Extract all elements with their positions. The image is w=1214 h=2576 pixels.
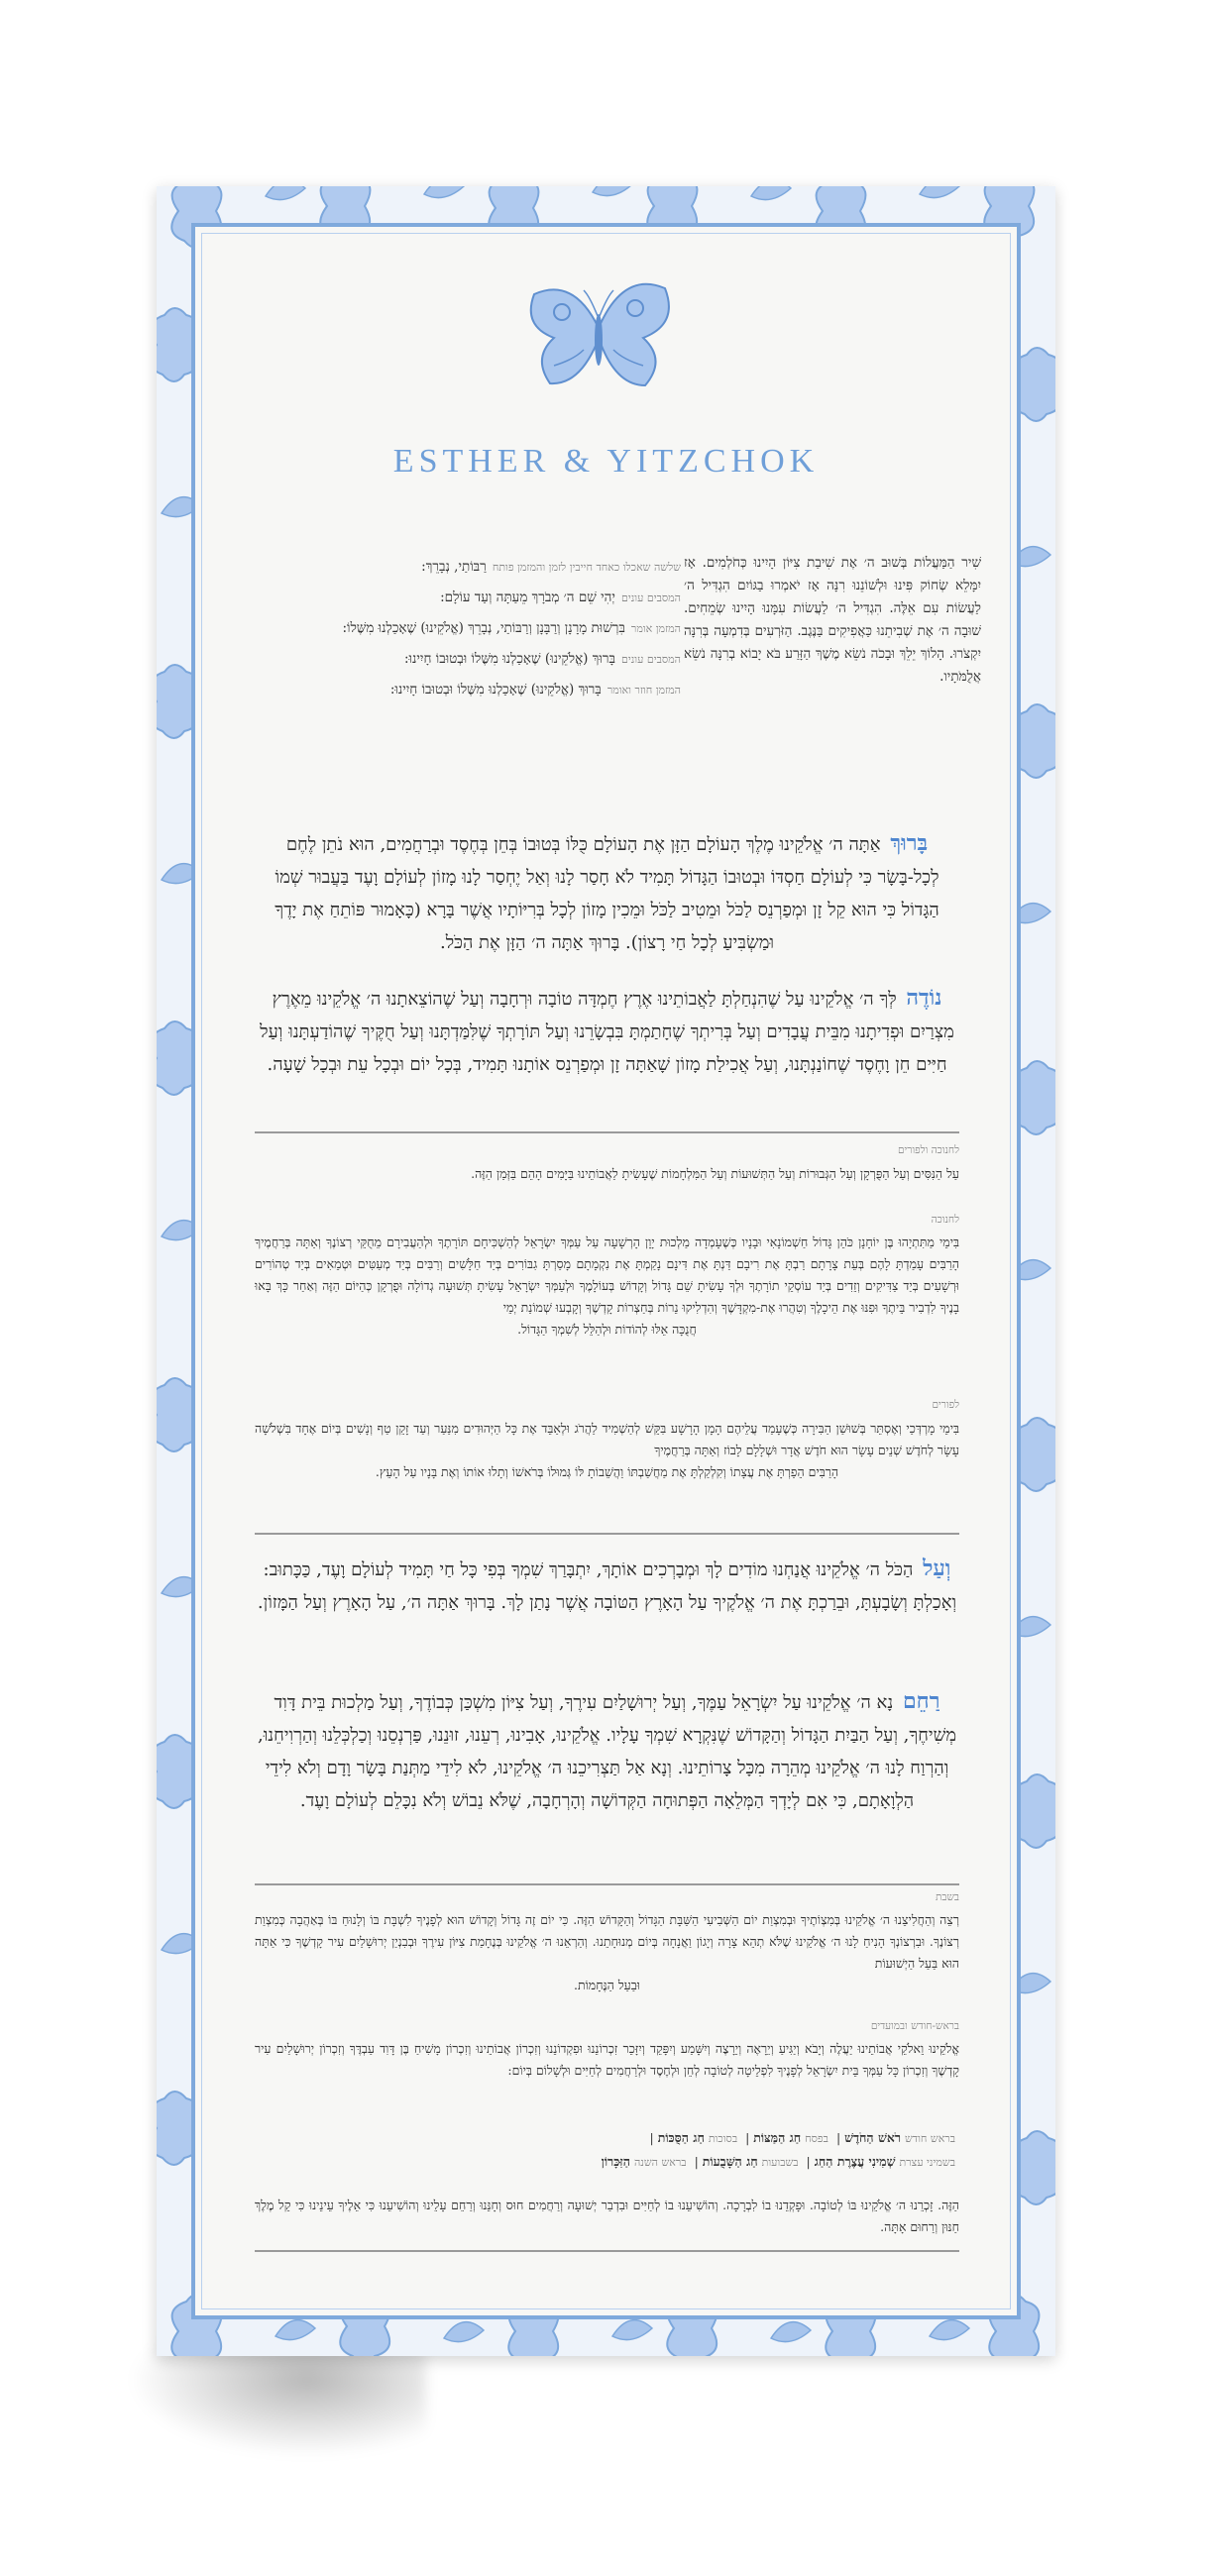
zimun-line	[294, 675, 681, 705]
zimun-section	[294, 552, 681, 705]
section-divider	[255, 1533, 959, 1535]
chanukah-text: בִּימֵי מַתִּתְיָהוּ בֶּן יוֹחָנָן כֹּהֵן גָּדוֹל חַשְׁמוֹנָאִי וּבָנָיו כְּשֶׁעָמְדָה מַלְכוּת יָוָן הָרְשָׁעָה עַל עַמְּךָ יִשְׂרָאֵל לְהַשְׁכִּיחָם תּוֹרָתֶךָ וּלְהַעֲבִירָם מֵחֻקֵּי רְצוֹנֶךָ וְאַתָּה בְּרַחֲמֶיךָ הָרַבִּים עָמַדְתָּ לָהֶם בְּעֵת צָרָתָם רַבְתָּ אֶת רִיבָם דַּנְתָּ אֶת דִּינָם נָקַמְתָּ אֶת נִקְמָתָם מָסַרְתָּ גִבּוֹרִים בְּיַד חַלָּשִׁים וְרַבִּים בְּיַד מְעַטִּים וּטְמֵאִים בְּיַד טְהוֹרִים וּרְשָׁעִים בְּיַד צַדִּיקִים וְזֵדִים בְּיַד עוֹסְקֵי תוֹרָתֶךָ וּלְךָ עָשִׂיתָ שֵׁם גָּדוֹל וְקָדוֹשׁ בְּעוֹלָמֶךָ וּלְעַמְּךָ יִשְׂרָאֵל עָשִׂיתָ תְּשׁוּעָה גְדוֹלָה וּפֻרְקָן כְּהַיּוֹם הַזֶּה וְאַחַר כָּךְ בָּאוּ בָנֶיךָ לִדְבִיר בֵּיתֶךָ וּפִנּוּ אֶת הֵיכָלֶךָ וְטִהֲרוּ אֶת-מִקְדָּשֶׁךָ וְהִדְלִיקוּ נֵרוֹת בְּחַצְרוֹת קָדְשֶׁךָ וְקָבְעוּ שְׁמוֹנַת יְמֵי	[255, 1234, 959, 1315]
bracha-rachem	[255, 1685, 959, 1817]
zimun-role: המסבים עונים	[620, 653, 681, 666]
zimun-line	[294, 613, 681, 644]
chanukah-last-line: חֲנֻכָּה אֵלּוּ לְהוֹדוֹת וּלְהַלֵּל לְשִׁמְךָ הַגָּדוֹל.	[517, 1322, 697, 1337]
zimun-line	[294, 552, 681, 583]
holiday-label: בפסח	[805, 2132, 828, 2145]
zimun-line	[294, 644, 681, 675]
retzei-paragraph	[255, 1909, 959, 1996]
zimun-role: המסבים עונים	[620, 591, 681, 604]
holiday-options-row: בשמיני עצרתשְׁמִינִי עֲצֶרֶת הַחַג | בשבועותחַג הַשָּׁבֻעוֹת | בראש השנההַזִּכָּרוֹן	[601, 2154, 955, 2169]
bracha-veal-hakol	[255, 1553, 959, 1619]
bracha-text: אַתָּה ה׳ אֱלֹקֵינוּ מֶלֶךְ הָעוֹלָם הַזָּן אֶת הָעוֹלָם כֻּלּוֹ בְּטוּבוֹ בְּחֵן בְּחֶסֶד וּבְרַחֲמִים, הוּא נֹתֵן לֶחֶם לְכָל-בָּשָׂר כִּי לְעוֹלָם חַסְדּוֹ וּבְטוּבוֹ הַגָּדוֹל תָּמִיד לֹא חָסַר לָנוּ וְאַל יֶחְסַר לָנוּ מָזוֹן לְעוֹלָם וָעֶד בַּעֲבוּר שְׁמוֹ הַגָּדוֹל כִּי הוּא קֵל זָן וּמְפַרְנֵס לַכֹּל וּמֵטִיב לַכֹּל וּמֵכִין מָזוֹן לְכָל בְּרִיּוֹתָיו אֲשֶׁר בָּרָא (כָּאָמוּר פּוֹתֵחַ אֶת יָדֶךָ וּמַשְׂבִּיעַ לְכָל חַי רָצוֹן). בָּרוּךְ אַתָּה ה׳ הַזָּן אֶת הַכֹּל.	[275, 834, 939, 953]
bracha-lead-word: בָּרוּךְ	[890, 830, 929, 856]
section-divider	[255, 1131, 959, 1133]
retzei-text: רְצֵה וְהַחֲלִיצֵנוּ ה׳ אֱלֹקֵינוּ בְּמִצְוֹתֶיךָ וּבְמִצְוַת יוֹם הַשְּׁבִיעִי הַשַּׁבָּת הַגָּדוֹל וְהַקָּדוֹשׁ הַזֶּה. כִּי יוֹם זֶה גָּדוֹל וְקָדוֹשׁ הוּא לְפָנֶיךָ לִשְׁבָּת בּוֹ וְלָנוּחַ בּוֹ בְּאַהֲבָה כְּמִצְוַת רְצוֹנֶךָ. וּבִרְצוֹנְךָ הָנִיחַ לָנוּ ה׳ אֱלֹקֵינוּ שֶׁלֹּא תְהֵא צָרָה וְיָגוֹן וַאֲנָחָה בְּיוֹם מְנוּחָתֵנוּ. וְהַרְאֵנוּ ה׳ אֱלֹקֵינוּ בְּנֶחָמַת צִיּוֹן עִירֶךָ וּבְבִנְיַן יְרוּשָׁלַיִם עִיר קָדְשֶׁךָ כִּי אַתָּה הוּא בַּעַל הַיְשׁוּעוֹת	[255, 1912, 959, 1971]
bracha-haaretz	[255, 982, 959, 1081]
section-label: לחנוכה	[931, 1214, 959, 1226]
bencher-card	[157, 186, 1055, 2356]
zimun-text: רַבּוֹתַי, נְבָרֵךְ:	[421, 559, 487, 575]
zimun-text: בָּרוּךְ (אֱלֹקֵינוּ) שֶׁאָכַלְנוּ מִשֶּׁלוֹ וּבְטוּבוֹ חָיִינוּ:	[403, 651, 615, 667]
holiday-name: שְׁמִינִי עֲצֶרֶת הַחַג	[814, 2154, 896, 2169]
holiday-name: חַג הַשָּׁבֻעוֹת	[702, 2154, 758, 2169]
section-label: לפורים	[932, 1399, 959, 1411]
holiday-label: בראש השנה	[633, 2156, 687, 2169]
holiday-name: חַג הַסֻּכּוֹת	[657, 2130, 705, 2145]
retzei-last-line: וּבַעַל הַנֶּחָמוֹת.	[574, 1978, 640, 1992]
zimun-role: המזמן אומר	[630, 622, 681, 635]
purim-paragraph	[255, 1418, 959, 1483]
bracha-hazan	[255, 827, 959, 959]
zimun-text: יְהִי שֵׁם ה׳ מְבֹרָךְ מֵעַתָּה וְעַד עוֹלָם:	[440, 590, 615, 605]
bracha-lead-word: רַחֵם	[902, 1688, 940, 1714]
zimun-text: בִּרְשׁוּת מָרָנָן וְרַבָּנָן וְרַבּוֹתַי, נְבָרֵךְ (אֱלֹקֵינוּ) שֶׁאָכַלְנוּ מִשֶּׁלוֹ:	[342, 620, 625, 636]
section-label: בשבת	[936, 1891, 959, 1903]
bracha-text: לְּךָ ה׳ אֱלֹקֵינוּ עַל שֶׁהִנְחַלְתָּ לַאֲבוֹתֵינוּ אֶרֶץ חֶמְדָּה טוֹבָה וּרְחָבָה וְעַל שֶׁהוֹצֵאתָנוּ ה׳ אֱלֹקֵינוּ מֵאֶרֶץ מִצְרַיִם וּפְדִיתָנוּ מִבֵּית עֲבָדִים וְעַל בְּרִיתְךָ שֶׁחָתַמְתָּ בִּבְשָׂרֵנוּ וְעַל תּוֹרָתְךָ שֶׁלִּמַּדְתָּנוּ וְעַל חֻקֶּיךָ שֶׁהוֹדַעְתָּנוּ וְעַל חַיִּים חֵן וָחֶסֶד שֶׁחוֹנַנְתָּנוּ, וְעַל אֲכִילַת מָזוֹן שָׁאַתָּה זָן וּמְפַרְנֵס אוֹתָנוּ תָּמִיד, בְּכָל יוֹם וּבְכָל עֵת וּבְכָל שָׁעָה.	[260, 989, 954, 1075]
bracha-lead-word: נוֹדֶה	[906, 985, 942, 1011]
holiday-name: חַג הַמַּצּוֹת	[753, 2130, 802, 2145]
zimun-role: שלשה שאכלו כאחד חייבין לזמן והמזמן פותח	[492, 561, 681, 574]
text-panel	[191, 223, 1021, 2319]
section-divider	[255, 1883, 959, 1885]
holiday-name: הַזִּכָּרוֹן	[601, 2154, 630, 2169]
holiday-label: בסוכות	[708, 2132, 738, 2145]
shir-hamaalot: שִׁיר הַמַּעֲלוֹת בְּשׁוּב ה׳ אֶת שִׁיבַת צִיּוֹן הָיִינוּ כְּחֹלְמִים. אָז יִמָּלֵא שְׂחוֹק פִּינוּ וּלְשׁוֹנֵנוּ רִנָּה אָז יֹאמְרוּ בַגּוֹיִם הִגְדִּיל ה׳ לַעֲשׂוֹת עִם אֵלֶּה. הִגְדִּיל ה׳ לַעֲשׂוֹת עִמָּנוּ הָיִינוּ שְׂמֵחִים. שׁוּבָה ה׳ אֶת שְׁבִיתֵנוּ כַּאֲפִיקִים בַּנֶּגֶב. הַזֹּרְעִים בְּדִמְעָה בְּרִנָּה יִקְצֹרוּ. הָלוֹךְ יֵלֵךְ וּבָכֹה נֹשֵׂא מֶשֶׁךְ הַזָּרַע בֹּא יָבוֹא בְרִנָּה נֹשֵׂא אֲלֻמֹּתָיו.	[684, 555, 981, 685]
yaaleh-veyavo-text: אֱלֹקֵינוּ וֵאלֹקֵי אֲבוֹתֵינוּ יַעֲלֶה וְיָבֹא וְיַגִּיעַ וְיֵרָאֶה וְיֵרָצֶה וְיִשָּׁמַע וְיִפָּקֵד וְיִזָּכֵר זִכְרוֹנֵנוּ וּפִקְדוֹנֵנוּ וְזִכְרוֹן אֲבוֹתֵינוּ וְזִכְרוֹן מָשִׁיחַ בֶּן דָּוִד עַבְדֶּךָ וְזִכְרוֹן יְרוּשָׁלַיִם עִיר קָדְשֶׁךָ וְזִכְרוֹן כָּל עַמְּךָ בֵּית יִשְׂרָאֵל לְפָנֶיךָ לִפְלֵיטָה לְטוֹבָה לְחֵן וּלְחֶסֶד וּלְרַחֲמִים לְחַיִּים וּלְשָׁלוֹם בְּיוֹם:	[255, 2041, 959, 2078]
zimun-line	[294, 583, 681, 613]
bracha-lead-word: וְעַל	[923, 1556, 951, 1581]
section-label: בראש-חודש ובמועדים	[870, 2020, 959, 2032]
purim-last-line: הָרַבִּים הֵפַרְתָּ אֶת עֲצָתוֹ וְקִלְקַלְתָּ אֶת מַחֲשַׁבְתּוֹ וַהֲשֵׁבוֹתָ לּוֹ גְּמוּלוֹ בְּרֹאשׁוֹ וְתָלוּ אוֹתוֹ וְאֶת בָּנָיו עַל הָעֵץ.	[375, 1464, 839, 1479]
bracha-text: הַכֹּל ה׳ אֱלֹקֵינוּ אֲנַחְנוּ מוֹדִים לָךְ וּמְבָרְכִים אוֹתָךְ, יִתְבָּרַךְ שִׁמְךָ בְּפִי כָּל חַי תָּמִיד לְעוֹלָם וָעֶד, כַּכָּתוּב: וְאָכַלְתָּ וְשָׂבָעְתָּ, וּבֵרַכְתָּ אֶת ה׳ אֱלֹקֶיךָ עַל הָאָרֶץ הַטּוֹבָה אֲשֶׁר נָתַן לָךְ. בָּרוּךְ אַתָּה ה׳, עַל הָאָרֶץ וְעַל הַמָּזוֹן.	[257, 1559, 957, 1613]
couple-names: ESTHER & YITZCHOK	[392, 443, 820, 480]
holiday-label: בשמיני עצרת	[899, 2156, 955, 2169]
zochreinu-text: הַזֶּה. זָכְרֵנוּ ה׳ אֱלֹקֵינוּ בּוֹ לְטוֹבָה. וּפָקְדֵנוּ בוֹ לִבְרָכָה. וְהוֹשִׁיעֵנוּ בוֹ לְחַיִּים וּבִדְבַר יְשׁוּעָה וְרַחֲמִים חוּס וְחָנֵּנוּ וְרַחֵם עָלֵינוּ וְהוֹשִׁיעֵנוּ כִּי אֵלֶיךָ עֵינֵינוּ כִּי קֵל מֶלֶךְ חַנּוּן וְרַחוּם אָתָּה.	[255, 2198, 959, 2234]
zimun-text: בָּרוּךְ (אֱלֹקֵינוּ) שֶׁאָכַלְנוּ מִשֶּׁלוֹ וּבְטוּבוֹ חָיִינוּ:	[389, 682, 602, 698]
purim-text: בִּימֵי מָרְדְּכַי וְאֶסְתֵּר בְּשׁוּשַׁן הַבִּירָה כְּשֶׁעָמַד עֲלֵיהֶם הָמָן הָרָשָׁע בִּקֵּשׁ לְהַשְׁמִיד לַהֲרֹג וּלְאַבֵּד אֶת כָּל הַיְּהוּדִים מִנַּעַר וְעַד זָקֵן טַף וְנָשִׁים בְּיוֹם אֶחָד בִּשְׁלֹשָׁה עָשָׂר לְחֹדֶשׁ שְׁנֵים עָשָׂר הוּא חֹדֶשׁ אֲדָר וּשְׁלָלָם לָבוֹז וְאַתָּה בְּרַחֲמֶיךָ	[255, 1421, 959, 1457]
holiday-options-row: בראש חודשרֹאשׁ הַחֹדֶשׁ | בפסחחַג הַמַּצּוֹת | בסוכותחַג הַסֻּכּוֹת |	[649, 2130, 955, 2145]
butterfly-icon	[514, 267, 683, 395]
section-divider	[255, 2250, 959, 2252]
section-label: לחנוכה ולפורים	[898, 1144, 959, 1156]
holiday-label: בשבועות	[761, 2156, 799, 2169]
bracha-text: נָא ה׳ אֱלֹקֵינוּ עַל יִשְׂרָאֵל עַמֶּךָ, וְעַל יְרוּשָׁלַיִם עִירֶךָ, וְעַל צִיּוֹן מִשְׁכַּן כְּבוֹדֶךָ, וְעַל מַלְכוּת בֵּית דָּוִד מְשִׁיחֶךָ, וְעַל הַבַּיִת הַגָּדוֹל וְהַקָּדוֹשׁ שֶׁנִּקְרָא שִׁמְךָ עָלָיו. אֱלֹקֵינוּ, אָבִינוּ, רְעֵנוּ, זוּנֵנוּ, פַּרְנְסֵנוּ וְכַלְכְּלֵנוּ וְהַרְוִיחֵנוּ, וְהַרְוַח לָנוּ ה׳ אֱלֹקֵינוּ מְהֵרָה מִכָּל צָרוֹתֵינוּ. וְנָא אַל תַּצְרִיכֵנוּ ה׳ אֱלֹקֵינוּ, לֹא לִידֵי מַתְּנַת בָּשָׂר וָדָם וְלֹא לִידֵי הַלְוָאָתָם, כִּי אִם לְיָדְךָ הַמְּלֵאָה הַפְּתוּחָה הַקְּדוֹשָׁה וְהָרְחָבָה, שֶׁלֹּא נֵבוֹשׁ וְלֹא נִכָּלֵם לְעוֹלָם וָעֶד.	[257, 1692, 957, 1811]
holiday-label: בראש חודש	[905, 2132, 955, 2145]
chanukah-paragraph	[255, 1232, 959, 1341]
holiday-name: רֹאשׁ הַחֹדֶשׁ	[844, 2130, 901, 2145]
al-hanisim-text: עַל הַנִּסִּים וְעַל הַפֻּרְקָן וְעַל הַגְּבוּרוֹת וְעַל הַתְּשׁוּעוֹת וְעַל הַמִּלְחָמוֹת שֶׁעָשִׂיתָ לַאֲבוֹתֵינוּ בַּיָּמִים הָהֵם בַּזְּמַן הַזֶּה.	[471, 1166, 959, 1181]
zimun-role: המזמן חוזר ואומר	[607, 684, 681, 697]
